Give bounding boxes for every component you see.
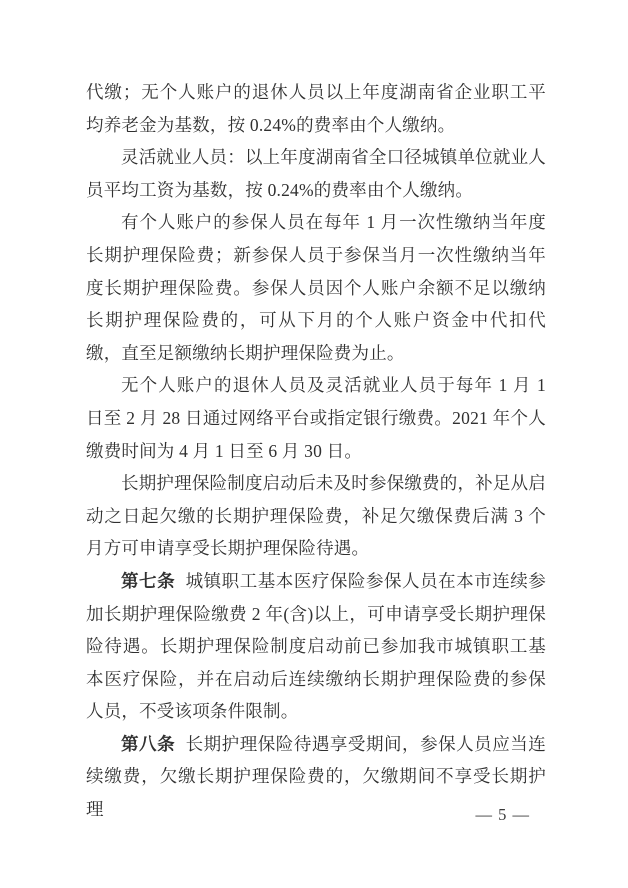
paragraph (86, 141, 546, 206)
paragraph-text: 灵活就业人员：以上年度湖南省全口径城镇单位就业人员平均工资为基数，按 0.24%的费率由个人缴纳。 (86, 147, 546, 200)
paragraph-text: 长期护理保险制度启动后未及时参保缴费的，补足从启动之日起欠缴的长期护理保险费，补足欠缴保费后满 3 个月方可申请享受长期护理保险待遇。 (86, 473, 546, 559)
paragraph (86, 369, 546, 467)
article-number: 第八条 (121, 733, 176, 754)
paragraph (86, 206, 546, 369)
paragraph-text: 长期护理保险待遇享受期间，参保人员应当连续缴费，欠缴长期护理保险费的，欠缴期间不享受长期护理 (86, 733, 546, 820)
paragraph-text: 代缴；无个人账户的退休人员以上年度湖南省企业职工平均养老金为基数，按 0.24%的费率由个人缴纳。 (86, 82, 546, 135)
paragraph (86, 467, 546, 565)
paragraph-text: 有个人账户的参保人员在每年 1 月一次性缴纳当年度长期护理保险费；新参保人员于参保当月一次性缴纳当年度长期护理保险费。参保人员因个人账户余额不足以缴纳长期护理保险费的，可从下月的个人账户资金中代扣代缴，直至足额缴纳长期护理保险费为止。 (86, 212, 546, 363)
paragraph (86, 76, 546, 141)
paragraph-text: 无个人账户的退休人员及灵活就业人员于每年 1 月 1 日至 2 月 28 日通过网络平台或指定银行缴费。2021 年个人缴费时间为 4 月 1 日至 6 月 30 日。 (86, 375, 546, 461)
page-number: — 5 — (475, 805, 530, 824)
paragraph-text: 城镇职工基本医疗保险参保人员在本市连续参加长期护理保险缴费 2 年(含)以上，可申请享受长期护理保险待遇。长期护理保险制度启动前已参加我市城镇职工基本医疗保险，并在启动后连续缴纳长期护理保险费的参保人员，不受该项条件限制。 (86, 570, 546, 722)
paragraph-article-7 (86, 565, 546, 728)
article-number: 第七条 (121, 570, 176, 591)
